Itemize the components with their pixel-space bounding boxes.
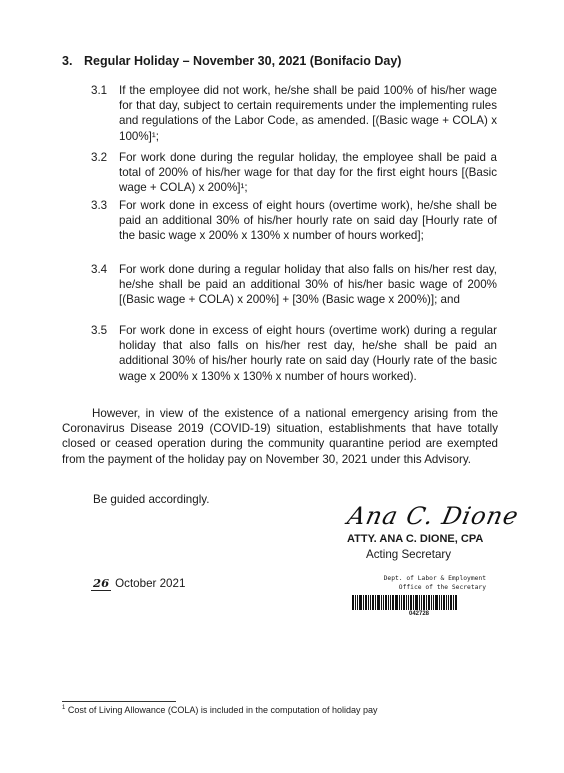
barcode-bar	[372, 595, 374, 610]
date-line	[91, 576, 185, 591]
barcode	[352, 595, 486, 610]
barcode-bar	[390, 595, 391, 610]
date-month-year: October 2021	[115, 577, 186, 590]
barcode-bar	[419, 595, 420, 610]
barcode-bar	[433, 595, 434, 610]
section-number: 3.	[62, 54, 73, 68]
stamp-line-1: Dept. of Labor & Employment	[383, 575, 486, 582]
barcode-bar	[381, 595, 382, 610]
item-number: 3.3	[91, 199, 108, 212]
barcode-bar	[406, 595, 407, 610]
barcode-bar	[365, 595, 367, 610]
item-text: For work done during a regular holiday that also falls on his/her rest day, he/she shall be paid an additional 30% of his/her basic wage of 200% [(Basic wage + COLA) x 200%] + [30% (Basic wage x 200%)]; and	[119, 263, 497, 307]
barcode-bar	[395, 595, 398, 610]
barcode-bar	[375, 595, 376, 610]
barcode-bar	[370, 595, 371, 610]
barcode-bar	[377, 595, 380, 610]
barcode-bar	[450, 595, 452, 610]
barcode-bar	[448, 595, 449, 610]
barcode-bar	[368, 595, 369, 610]
list-item	[91, 198, 497, 244]
footnote-mark: 1	[62, 705, 66, 711]
however-paragraph	[62, 406, 498, 467]
barcode-bar	[410, 595, 412, 610]
barcode-bar	[423, 595, 425, 610]
barcode-bar	[435, 595, 438, 610]
barcode-number: 042728	[408, 611, 430, 617]
footnote	[62, 705, 378, 715]
list-item	[91, 150, 497, 196]
barcode-bar	[455, 595, 457, 610]
signatory-name: ATTY. ANA C. DIONE, CPA	[347, 533, 484, 545]
barcode-bar	[399, 595, 400, 610]
barcode-bar	[352, 595, 354, 610]
item-text: For work done during the regular holiday, the employee shall be paid a total of 200% of his/her wage for that day for the first eight hours [(Basic wage + COLA) x 200%]¹;	[119, 151, 497, 195]
barcode-bar	[415, 595, 418, 610]
barcode-bar	[403, 595, 405, 610]
barcode-bar	[446, 595, 447, 610]
barcode-bar	[408, 595, 409, 610]
item-number: 3.4	[91, 263, 108, 276]
footnote-text: Cost of Living Allowance (COLA) is included in the computation of holiday pay	[67, 705, 378, 715]
list-item	[91, 262, 497, 308]
closing-text: Be guided accordingly.	[93, 493, 210, 506]
barcode-bar	[388, 595, 389, 610]
item-number: 3.1	[91, 84, 108, 97]
footnote-divider	[62, 701, 176, 702]
barcode-bar	[392, 595, 394, 610]
item-text: If the employee did not work, he/she shall be paid 100% of his/her wage for that day, subject to certain requirements under the implementing rules and regulations of the Labor Code, as amended. [(Basic wage + COLA) x 100%]¹;	[119, 84, 497, 143]
barcode-bar	[413, 595, 414, 610]
barcode-bar	[401, 595, 402, 610]
barcode-bar	[359, 595, 362, 610]
item-text: For work done in excess of eight hours (overtime work) during a regular holiday that also falls on his/her rest day, he/she shall be paid an additional 30% of his/her hourly rate on said day (Hourly rate of the basic wage x 200% x 130% x 130% x number of hours worked).	[119, 324, 497, 383]
signatory-title: Acting Secretary	[366, 548, 452, 561]
barcode-bar	[443, 595, 445, 610]
barcode-bar	[439, 595, 440, 610]
barcode-bar	[421, 595, 422, 610]
barcode-bar	[453, 595, 454, 610]
barcode-bar	[428, 595, 430, 610]
item-number: 3.2	[91, 151, 108, 164]
item-text: For work done in excess of eight hours (overtime work), he/she shall be paid an additional 30% of his/her hourly rate on said day [Hourly rate of the basic wage x 200% x 130% x number of hours worked];	[119, 199, 497, 243]
barcode-bar	[357, 595, 358, 610]
list-item	[91, 83, 497, 144]
barcode-bar	[426, 595, 427, 610]
section-heading	[62, 54, 401, 68]
barcode-bar	[441, 595, 442, 610]
barcode-bar	[383, 595, 384, 610]
barcode-bar	[363, 595, 364, 610]
list-item	[91, 323, 497, 384]
receiving-stamp	[352, 574, 486, 617]
item-number: 3.5	[91, 324, 108, 337]
handwritten-signature: Ana C. Dione	[345, 502, 522, 530]
stamp-line-2: Office of the Secretary	[398, 584, 486, 591]
section-title: Regular Holiday – November 30, 2021 (Bonifacio Day)	[84, 54, 402, 68]
barcode-bar	[385, 595, 387, 610]
barcode-bar	[431, 595, 432, 610]
date-day: 26	[93, 576, 110, 590]
however-text: However, in view of the existence of a national emergency arising from the Coronavirus Disease 2019 (COVID-19) situation, establishments that have totally closed or ceased operation during the community quarantine period are exempted from the payment of the holiday pay on November 30, 2021 under this Advisory.	[62, 407, 498, 466]
barcode-bar	[355, 595, 356, 610]
